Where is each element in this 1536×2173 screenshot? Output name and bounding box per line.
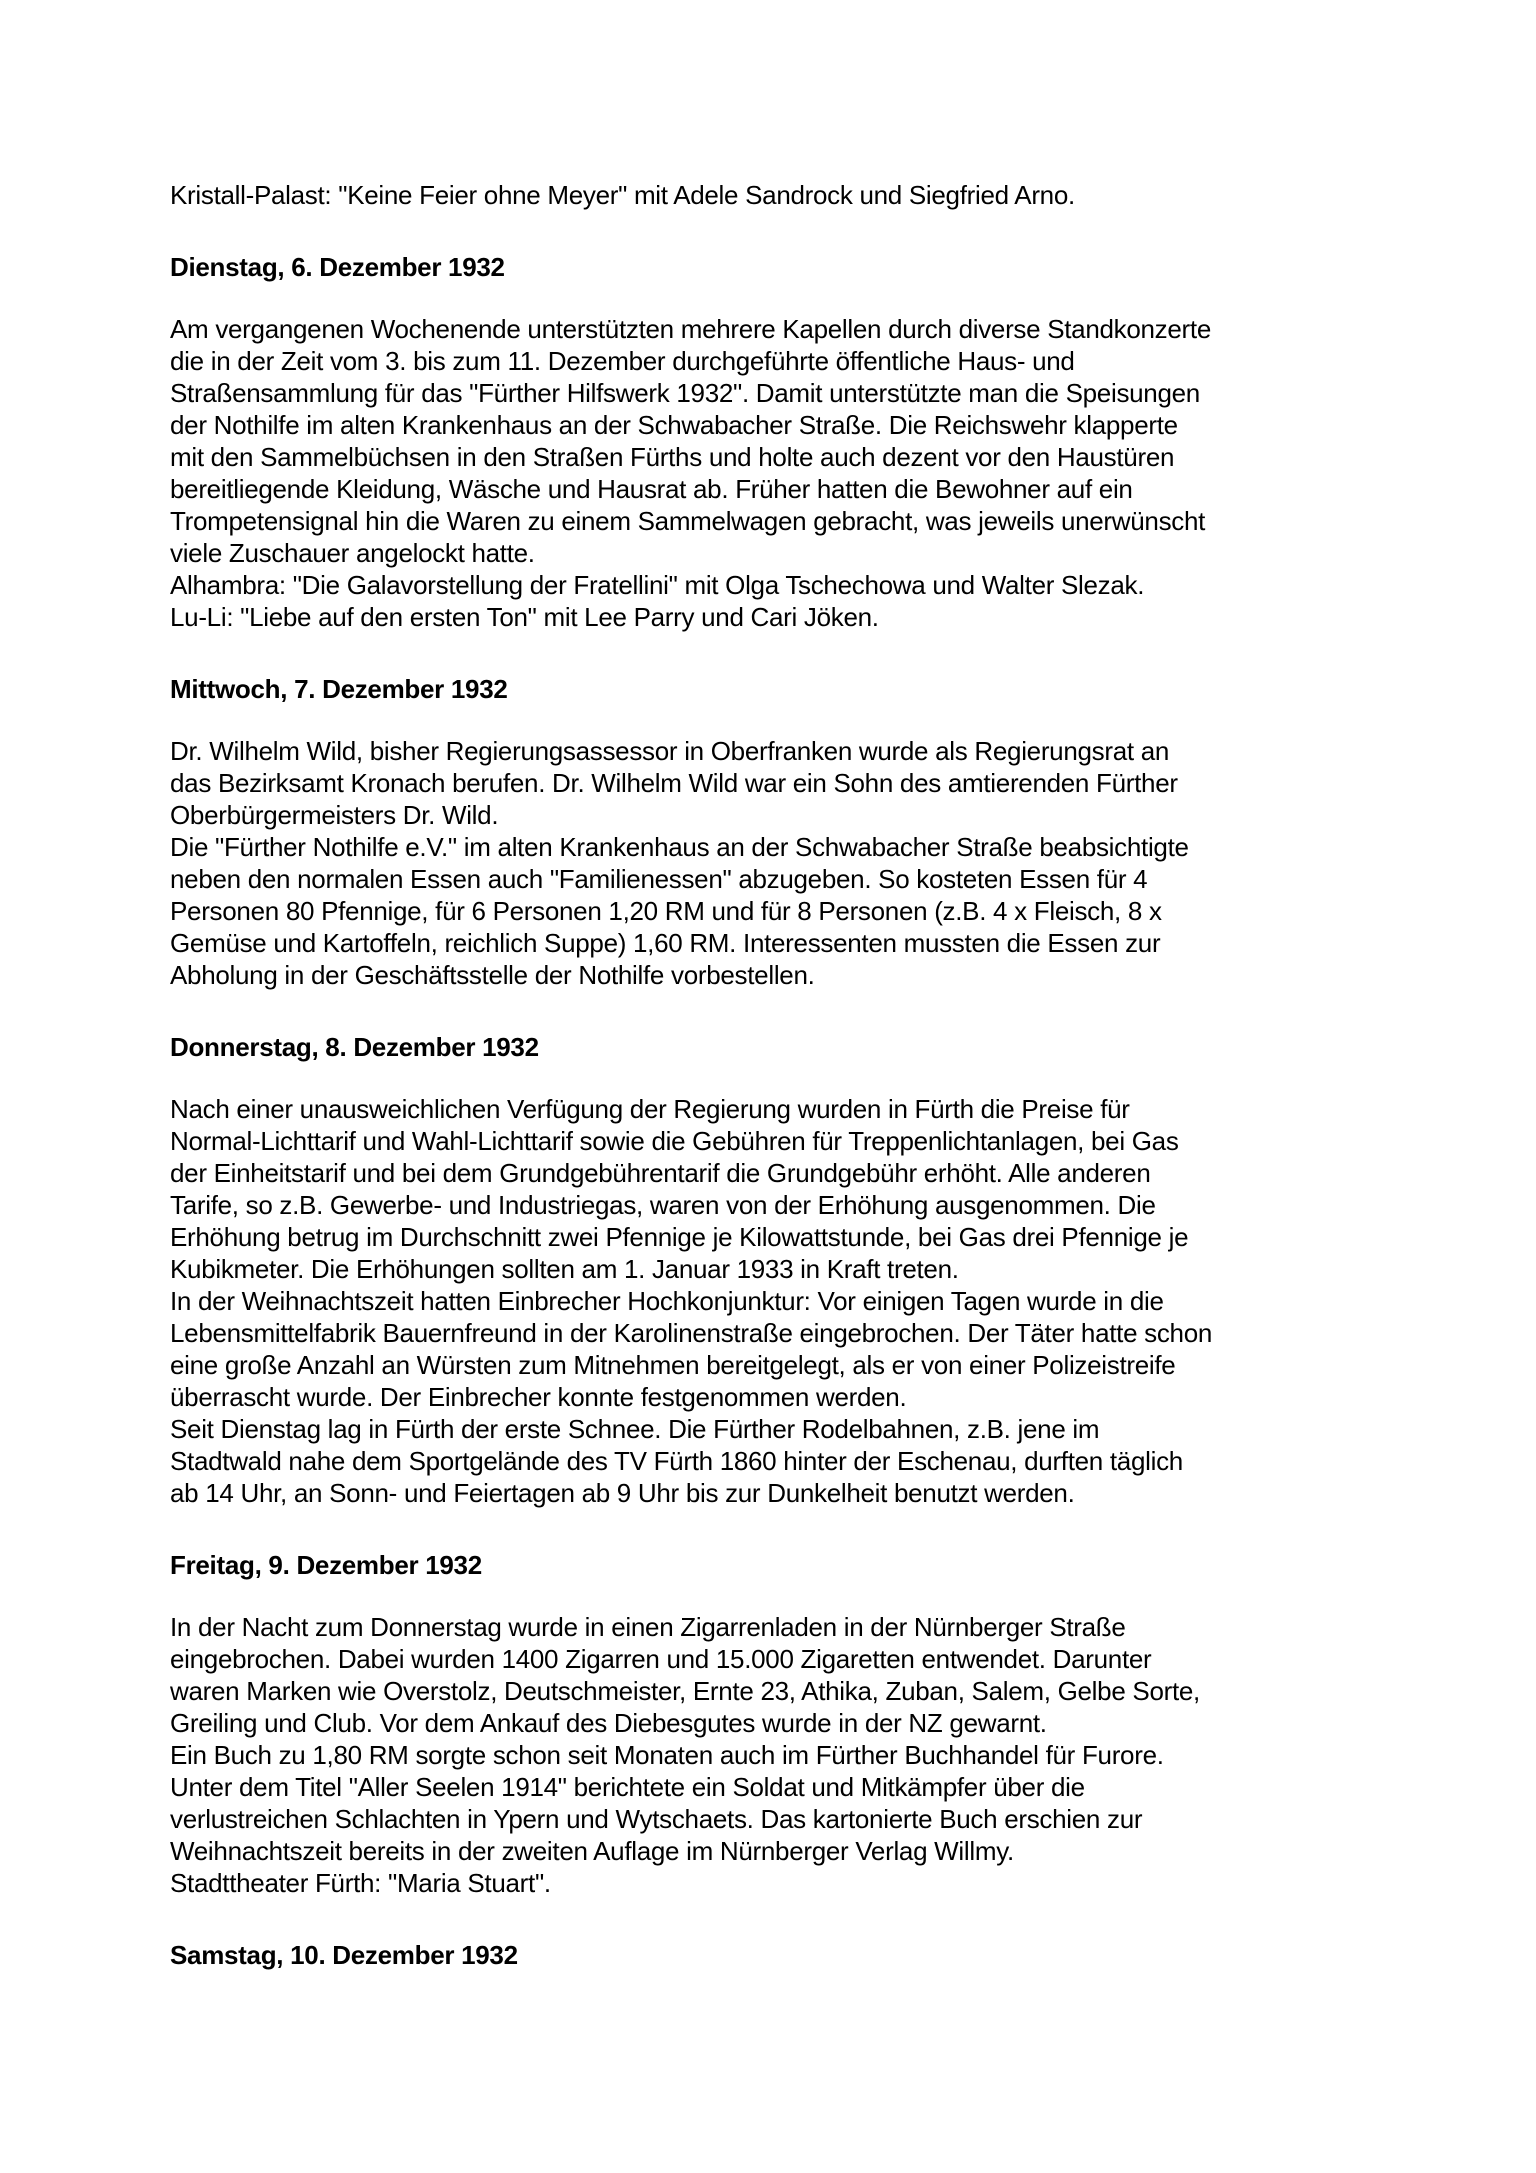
text-line: Kubikmeter. Die Erhöhungen sollten am 1. Januar 1933 in Kraft treten. (170, 1254, 959, 1284)
text-line: das Bezirksamt Kronach berufen. Dr. Wilhelm Wild war ein Sohn des amtierenden Fürther (170, 768, 1178, 798)
text-line: Alhambra: "Die Galavorstellung der Fratellini" mit Olga Tschechowa und Walter Slezak. (170, 570, 1145, 600)
text-line: Kristall-Palast: "Keine Feier ohne Meyer" mit Adele Sandrock und Siegfried Arno. (170, 180, 1075, 210)
text-line: bereitliegende Kleidung, Wäsche und Hausrat ab. Früher hatten die Bewohner auf ein (170, 474, 1133, 504)
text-line: viele Zuschauer angelockt hatte. (170, 538, 535, 568)
text-line: Personen 80 Pfennige, für 6 Personen 1,20 RM und für 8 Personen (z.B. 4 x Fleisch, 8 x (170, 896, 1162, 926)
document-text-block (170, 179, 1380, 2001)
text-line: Weihnachtszeit bereits in der zweiten Auflage im Nürnberger Verlag Willmy. (170, 1836, 1014, 1866)
text-line: der Einheitstarif und bei dem Grundgebührentarif die Grundgebühr erhöht. Alle anderen (170, 1158, 1151, 1188)
text-line: Oberbürgermeisters Dr. Wild. (170, 800, 499, 830)
text-line: Lu-Li: "Liebe auf den ersten Ton" mit Lee Parry und Cari Jöken. (170, 602, 879, 632)
text-line: Ein Buch zu 1,80 RM sorgte schon seit Monaten auch im Fürther Buchhandel für Furore. (170, 1740, 1164, 1770)
date-heading: Donnerstag, 8. Dezember 1932 (170, 1032, 539, 1062)
text-line: Abholung in der Geschäftsstelle der Nothilfe vorbestellen. (170, 960, 815, 990)
text-line: der Nothilfe im alten Krankenhaus an der Schwabacher Straße. Die Reichswehr klapperte (170, 410, 1178, 440)
text-line: In der Nacht zum Donnerstag wurde in einen Zigarrenladen in der Nürnberger Straße (170, 1612, 1126, 1642)
date-heading: Freitag, 9. Dezember 1932 (170, 1550, 482, 1580)
text-line: eingebrochen. Dabei wurden 1400 Zigarren und 15.000 Zigaretten entwendet. Darunter (170, 1644, 1152, 1674)
text-line: Tarife, so z.B. Gewerbe- und Industriegas, waren von der Erhöhung ausgenommen. Die (170, 1190, 1156, 1220)
paragraph (170, 179, 1380, 211)
text-line: Straßensammlung für das "Fürther Hilfswerk 1932". Damit unterstützte man die Speisungen (170, 378, 1200, 408)
date-heading: Mittwoch, 7. Dezember 1932 (170, 674, 508, 704)
paragraph (170, 735, 1380, 991)
text-line: Am vergangenen Wochenende unterstützten mehrere Kapellen durch diverse Standkonzerte (170, 314, 1211, 344)
text-line: Gemüse und Kartoffeln, reichlich Suppe) 1,60 RM. Interessenten mussten die Essen zur (170, 928, 1161, 958)
paragraph (170, 1611, 1380, 1899)
paragraph (170, 313, 1380, 633)
text-line: überrascht wurde. Der Einbrecher konnte festgenommen werden. (170, 1382, 907, 1412)
text-line: Seit Dienstag lag in Fürth der erste Schnee. Die Fürther Rodelbahnen, z.B. jene im (170, 1414, 1100, 1444)
text-line: Die "Fürther Nothilfe e.V." im alten Krankenhaus an der Schwabacher Straße beabsichtigte (170, 832, 1189, 862)
text-line: Trompetensignal hin die Waren zu einem Sammelwagen gebracht, was jeweils unerwünscht (170, 506, 1206, 536)
text-line: die in der Zeit vom 3. bis zum 11. Dezember durchgeführte öffentliche Haus- und (170, 346, 1075, 376)
text-line: Greiling und Club. Vor dem Ankauf des Diebesgutes wurde in der NZ gewarnt. (170, 1708, 1047, 1738)
text-line: eine große Anzahl an Würsten zum Mitnehmen bereitgelegt, als er von einer Polizeistreife (170, 1350, 1176, 1380)
text-line: Lebensmittelfabrik Bauernfreund in der Karolinenstraße eingebrochen. Der Täter hatte schon (170, 1318, 1213, 1348)
text-line: Dr. Wilhelm Wild, bisher Regierungsassessor in Oberfranken wurde als Regierungsrat an (170, 736, 1170, 766)
text-line: Stadttheater Fürth: "Maria Stuart". (170, 1868, 551, 1898)
text-line: Erhöhung betrug im Durchschnitt zwei Pfennige je Kilowattstunde, bei Gas drei Pfennige je (170, 1222, 1189, 1252)
text-line: In der Weihnachtszeit hatten Einbrecher Hochkonjunktur: Vor einigen Tagen wurde in die (170, 1286, 1164, 1316)
text-line: neben den normalen Essen auch "Familienessen" abzugeben. So kosteten Essen für 4 (170, 864, 1148, 894)
text-line: waren Marken wie Overstolz, Deutschmeister, Ernte 23, Athika, Zuban, Salem, Gelbe Sorte, (170, 1676, 1200, 1706)
date-heading: Dienstag, 6. Dezember 1932 (170, 252, 505, 282)
text-line: ab 14 Uhr, an Sonn- und Feiertagen ab 9 Uhr bis zur Dunkelheit benutzt werden. (170, 1478, 1075, 1508)
text-line: Stadtwald nahe dem Sportgelände des TV Fürth 1860 hinter der Eschenau, durften täglich (170, 1446, 1183, 1476)
text-line: Nach einer unausweichlichen Verfügung der Regierung wurden in Fürth die Preise für (170, 1094, 1130, 1124)
paragraph (170, 1093, 1380, 1509)
text-line: Unter dem Titel "Aller Seelen 1914" berichtete ein Soldat und Mitkämpfer über die (170, 1772, 1085, 1802)
text-line: mit den Sammelbüchsen in den Straßen Fürths und holte auch dezent vor den Haustüren (170, 442, 1175, 472)
text-line: verlustreichen Schlachten in Ypern und Wytschaets. Das kartonierte Buch erschien zur (170, 1804, 1143, 1834)
date-heading: Samstag, 10. Dezember 1932 (170, 1940, 518, 1970)
text-line: Normal-Lichttarif und Wahl-Lichttarif sowie die Gebühren für Treppenlichtanlagen, bei Gas (170, 1126, 1179, 1156)
